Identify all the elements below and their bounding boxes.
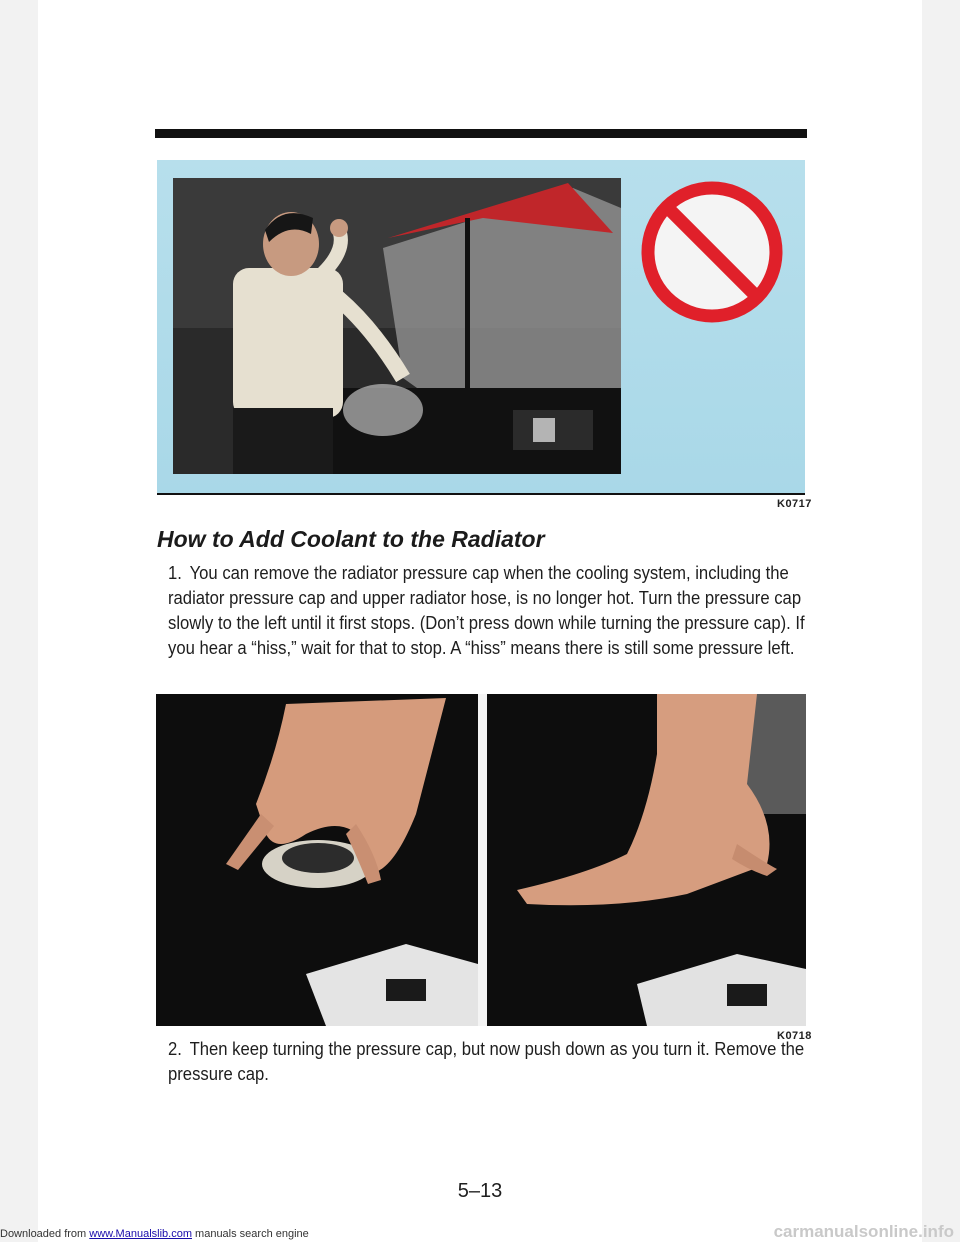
top-rule	[155, 129, 807, 138]
step-number: 2.	[168, 1038, 182, 1059]
step-1	[168, 560, 805, 660]
page-margin-left	[0, 0, 38, 1242]
figure-pressure-cap-hands	[156, 694, 806, 1026]
step-text: Then keep turning the pressure cap, but now push down as you turn it. Remove the pressure cap.	[168, 1038, 805, 1084]
prohibited-icon	[638, 178, 786, 326]
step-number: 1.	[168, 562, 182, 583]
figure-divider	[478, 694, 487, 1026]
hand-pressing-cap-illustration	[487, 694, 806, 1026]
page-margin-right	[922, 0, 960, 1242]
step-text: You can remove the radiator pressure cap when the cooling system, including the radiator pressure cap and upper radiator hose, is no longer hot. Turn the pressure cap slowly to the left until it first stops. (Don’t press down while turning the pressure cap). If you hear a “hiss,” wait for that to stop. A “hiss” means there is still some pressure left.	[168, 562, 805, 658]
footer-prefix: Downloaded from	[0, 1228, 90, 1240]
photo-man-steam-engine	[173, 178, 621, 474]
download-footer	[0, 1228, 309, 1240]
hand-turning-cap-illustration	[156, 694, 478, 1026]
photo-hand-pressing-cap	[487, 694, 806, 1026]
step-2	[168, 1036, 805, 1086]
steam-engine-illustration	[173, 178, 621, 474]
figure-hot-radiator-warning	[157, 160, 805, 495]
figure-code: K0717	[777, 498, 812, 510]
photo-hand-turning-cap	[156, 694, 478, 1026]
page-number: 5–13	[457, 1180, 503, 1202]
figure-code: K0718	[777, 1030, 812, 1042]
footer-suffix: manuals search engine	[191, 1228, 309, 1240]
site-watermark: carmanualsonline.info	[773, 1222, 954, 1241]
section-heading: How to Add Coolant to the Radiator	[157, 526, 545, 552]
manualslib-link[interactable]: www.Manualslib.com	[89, 1228, 192, 1240]
